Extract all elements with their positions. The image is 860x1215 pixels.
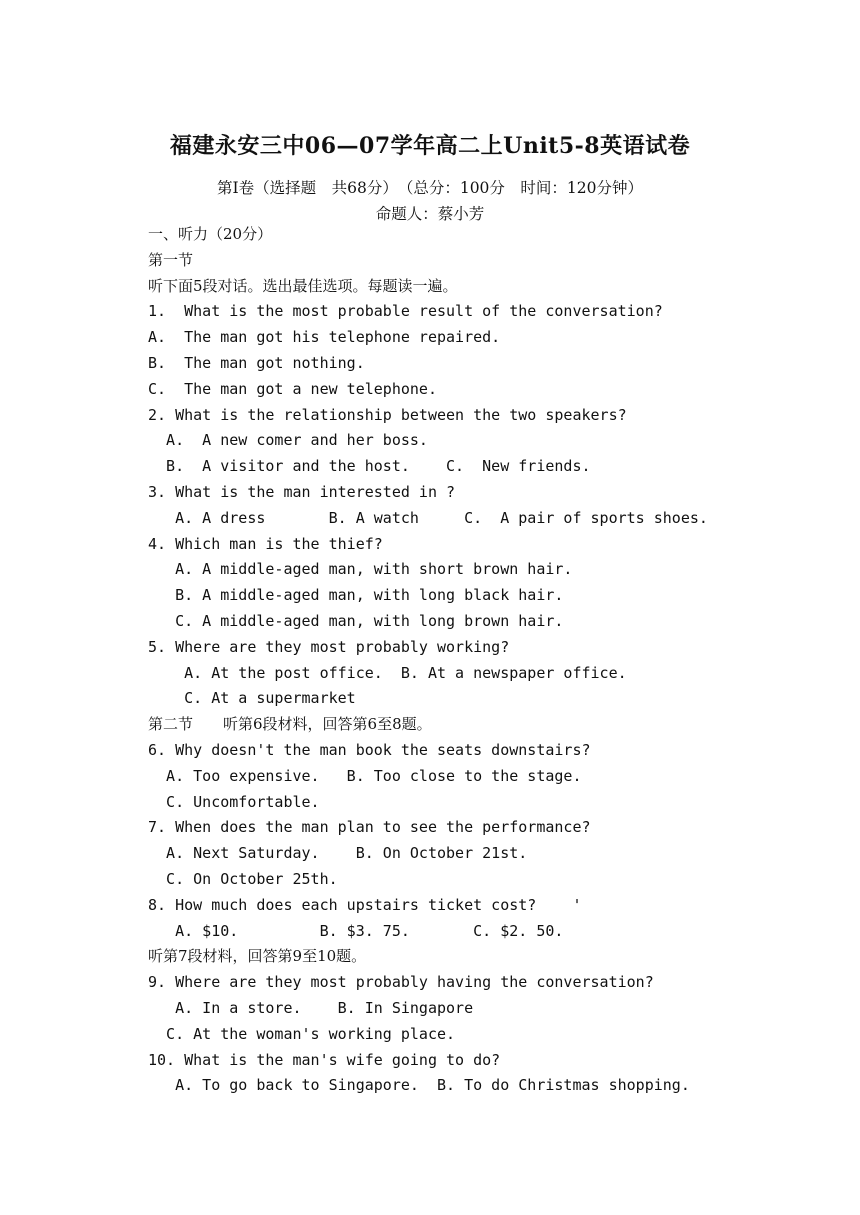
exam-line: A. To go back to Singapore. B. To do Christmas shopping. xyxy=(148,1076,690,1095)
exam-line: 2. What is the relationship between the two speakers? xyxy=(148,405,627,424)
exam-line: 8. How much does each upstairs ticket cost? ' xyxy=(148,895,582,914)
exam-author: 命题人：蔡小芳 xyxy=(375,205,485,223)
exam-line: A. Next Saturday. B. On October 21st. xyxy=(148,844,528,863)
exam-line: B. A middle-aged man, with long black hair. xyxy=(148,586,564,605)
exam-line: 一、听力（20分） xyxy=(148,225,273,243)
exam-line: 10. What is the man's wife going to do? xyxy=(148,1050,501,1069)
exam-line: A. A middle-aged man, with short brown hair. xyxy=(148,560,573,579)
exam-line: 听下面5段对话。选出最佳选项。每题读一遍。 xyxy=(148,276,458,295)
exam-line: A. At the post office. B. At a newspaper office. xyxy=(148,663,627,682)
exam-line: 6. Why doesn't the man book the seats downstairs? xyxy=(148,740,591,759)
exam-line: 4. Which man is the thief? xyxy=(148,534,383,553)
exam-line: 听第7段材料，回答第9至10题。 xyxy=(148,947,367,966)
exam-line: C. Uncomfortable. xyxy=(148,792,320,811)
exam-line: 第一节 xyxy=(148,250,194,269)
exam-line: C. On October 25th. xyxy=(148,869,338,888)
exam-title: 福建永安三中06—07学年高二上Unit5-8英语试卷 xyxy=(169,133,691,159)
exam-line: C. The man got a new telephone. xyxy=(148,379,437,398)
exam-line: A. A new comer and her boss. xyxy=(148,431,428,450)
exam-line: A. The man got his telephone repaired. xyxy=(148,328,501,347)
exam-line: 3. What is the man interested in ? xyxy=(148,482,456,501)
exam-subtitle: 第I卷（选择题 共68分） （总分：100分 时间：120分钟） xyxy=(216,179,644,197)
exam-line: A. Too expensive. B. Too close to the stage. xyxy=(148,766,582,785)
exam-line: B. The man got nothing. xyxy=(148,353,365,372)
exam-line: A. $10. B. $3. 75. C. $2. 50. xyxy=(148,921,564,940)
exam-line: 第二节 听第6段材料，回答第6至8题。 xyxy=(148,715,432,734)
exam-line: B. A visitor and the host. C. New friends. xyxy=(148,457,591,476)
exam-line: 1. What is the most probable result of the conversation? xyxy=(148,302,663,321)
exam-line: C. At the woman's working place. xyxy=(148,1024,456,1043)
exam-line: C. At a supermarket xyxy=(148,689,356,708)
exam-line: A. A dress B. A watch C. A pair of sports shoes. xyxy=(148,508,708,527)
exam-line: C. A middle-aged man, with long brown hair. xyxy=(148,611,564,630)
exam-line: A. In a store. B. In Singapore xyxy=(148,998,474,1017)
exam-body xyxy=(148,222,848,1099)
exam-line: 5. Where are they most probably working? xyxy=(148,637,510,656)
exam-line: 7. When does the man plan to see the performance? xyxy=(148,818,591,837)
exam-line: 9. Where are they most probably having the conversation? xyxy=(148,973,654,992)
